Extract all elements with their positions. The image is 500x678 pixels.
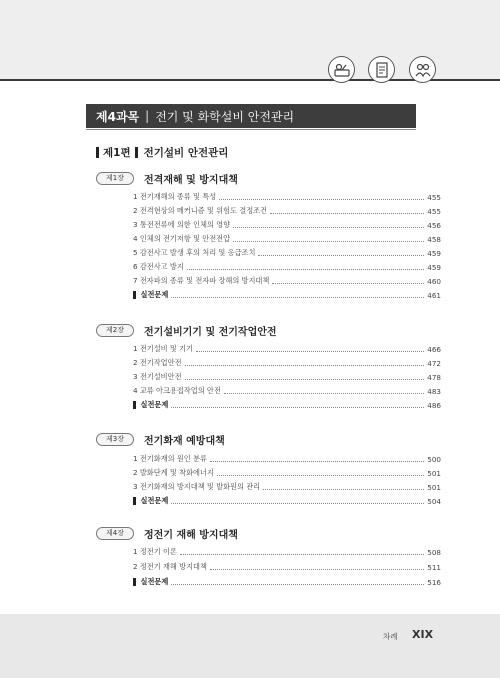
toc-entry-page: 501 — [427, 468, 441, 478]
toc-entry-title: 1 전기재해의 종류 및 특성 — [133, 192, 217, 201]
chapter-badge: 제3장 — [96, 433, 134, 446]
leader-dots — [210, 461, 424, 462]
toc-entry[interactable] — [133, 357, 441, 369]
leader-dots — [180, 554, 424, 555]
toc-entry[interactable] — [133, 219, 441, 231]
toc-entry-title: 1 전기설비 및 기기 — [133, 344, 194, 353]
chapter-heading — [96, 171, 238, 185]
subject-label: 제4과목 — [96, 109, 140, 124]
toc-entry[interactable] — [133, 371, 441, 383]
leader-dots — [272, 283, 424, 284]
toc-entry[interactable] — [133, 467, 441, 479]
toc-entry[interactable] — [133, 261, 441, 273]
leader-dots — [196, 351, 424, 352]
footer-label: 차례 — [383, 632, 398, 641]
toc-entry-title: 4 인체의 전기저항 및 안전전압 — [133, 234, 231, 243]
toc-entry-title: 2 정전기 재해 방지대책 — [133, 562, 207, 571]
chapter-heading — [96, 432, 225, 446]
subject-title-bar — [86, 104, 416, 128]
toc-entry-page: 459 — [427, 248, 441, 258]
toc-entry-title: 실전문제 — [140, 400, 169, 409]
toc-entry[interactable] — [133, 385, 441, 397]
footer-band — [0, 614, 500, 678]
chapter-heading — [96, 526, 238, 540]
toc-entry-title: 실전문제 — [140, 496, 169, 505]
toc-practice-entry[interactable] — [133, 495, 441, 507]
chapter-title: 전기설비기기 및 전기작업안전 — [144, 326, 277, 338]
toc-practice-entry[interactable] — [133, 576, 441, 588]
toc-entry-page: 461 — [427, 290, 441, 300]
toc-entry[interactable] — [133, 546, 441, 558]
subject-underline — [86, 129, 416, 130]
toc-entry-page: 460 — [427, 276, 441, 286]
toc-entry-title: 1 정전기 이론 — [133, 547, 177, 556]
part-bar-mark — [96, 147, 99, 158]
leader-dots — [217, 475, 424, 476]
leader-dots — [171, 584, 424, 585]
chapter-badge: 제2장 — [96, 324, 134, 337]
toc-entry-page: 459 — [427, 262, 441, 272]
leader-dots — [219, 199, 424, 200]
chapter-title: 정전기 재해 방지대책 — [144, 529, 238, 541]
toc-entry-title: 3 전기설비안전 — [133, 372, 182, 381]
leader-dots — [224, 393, 424, 394]
toc-entry-title: 3 전기화재의 방지대책 및 발화원의 관리 — [133, 482, 261, 491]
leader-dots — [263, 489, 424, 490]
toc-entry-title: 7 전자파의 종류 및 전자파 장해의 방지대책 — [133, 276, 270, 285]
toc-entry-page: 455 — [427, 206, 441, 216]
toc-entry-title: 1 전기화재의 원인 분류 — [133, 454, 207, 463]
part-title: 전기설비 안전관리 — [143, 146, 229, 159]
toc-entry-page: 458 — [427, 234, 441, 244]
leader-dots — [185, 365, 425, 366]
toc-entry-page: 472 — [427, 358, 441, 368]
footer-page-number: XIX — [412, 628, 434, 641]
worker-icon — [328, 56, 355, 83]
toc-entry-title: 실전문제 — [140, 577, 169, 586]
toc-entry[interactable] — [133, 191, 441, 203]
toc-entry-page: 483 — [427, 386, 441, 396]
toc-practice-entry[interactable] — [133, 399, 441, 411]
toc-entry-page: 501 — [427, 482, 441, 492]
toc-entry-title: 2 전기작업안전 — [133, 358, 182, 367]
toc-entry-page: 508 — [427, 547, 441, 557]
chapter-title: 전기화재 예방대책 — [144, 435, 225, 447]
part-label: 제1편 — [103, 146, 131, 159]
toc-entry-page: 511 — [427, 562, 441, 572]
toc-entry-page: 516 — [427, 577, 441, 587]
part-bar-mark — [135, 147, 138, 158]
toc-entry[interactable] — [133, 453, 441, 465]
toc-entry-title: 2 발화단계 및 착화에너지 — [133, 468, 214, 477]
toc-entry-page: 500 — [427, 454, 441, 464]
toc-entry-title: 2 전격현상의 메커니즘 및 위험도 결정조건 — [133, 206, 268, 215]
leader-dots — [171, 407, 424, 408]
leader-dots — [187, 269, 424, 270]
toc-entry[interactable] — [133, 561, 441, 573]
leader-dots — [233, 227, 424, 228]
toc-entry[interactable] — [133, 247, 441, 259]
toc-entry[interactable] — [133, 343, 441, 355]
practice-bar-mark — [133, 401, 136, 409]
toc-entry-title: 3 통전전류에 의한 인체의 영향 — [133, 220, 231, 229]
chapter-badge: 제1장 — [96, 172, 134, 185]
leader-dots — [233, 241, 424, 242]
leader-dots — [270, 213, 424, 214]
chapter-title: 전격재해 및 방지대책 — [144, 174, 238, 186]
toc-entry-title: 실전문제 — [140, 290, 169, 299]
leader-dots — [185, 379, 425, 380]
leader-dots — [210, 569, 424, 570]
practice-bar-mark — [133, 578, 136, 586]
subject-separator: | — [145, 109, 150, 123]
leader-dots — [171, 503, 424, 504]
toc-entry-page: 466 — [427, 344, 441, 354]
leader-dots — [258, 255, 424, 256]
toc-practice-entry[interactable] — [133, 289, 441, 301]
people-icon — [409, 56, 436, 83]
toc-entry[interactable] — [133, 233, 441, 245]
toc-entry-page: 478 — [427, 372, 441, 382]
toc-entry-page: 486 — [427, 400, 441, 410]
chapter-heading — [96, 323, 277, 337]
toc-entry[interactable] — [133, 205, 441, 217]
practice-bar-mark — [133, 497, 136, 505]
toc-entry[interactable] — [133, 481, 441, 493]
leader-dots — [171, 297, 424, 298]
toc-entry-title: 5 감전사고 발생 후의 처리 및 응급조치 — [133, 248, 256, 257]
toc-entry-title: 4 교류 아크용접작업의 안전 — [133, 386, 221, 395]
toc-entry-page: 504 — [427, 496, 441, 506]
document-icon — [368, 56, 395, 83]
subject-title: 전기 및 화학설비 안전관리 — [155, 109, 295, 124]
toc-entry-page: 456 — [427, 220, 441, 230]
chapter-badge: 제4장 — [96, 527, 134, 540]
practice-bar-mark — [133, 291, 136, 299]
toc-entry-title: 6 감전사고 방지 — [133, 262, 184, 271]
toc-entry-page: 455 — [427, 192, 441, 202]
part-heading — [96, 145, 228, 159]
toc-entry[interactable] — [133, 275, 441, 287]
